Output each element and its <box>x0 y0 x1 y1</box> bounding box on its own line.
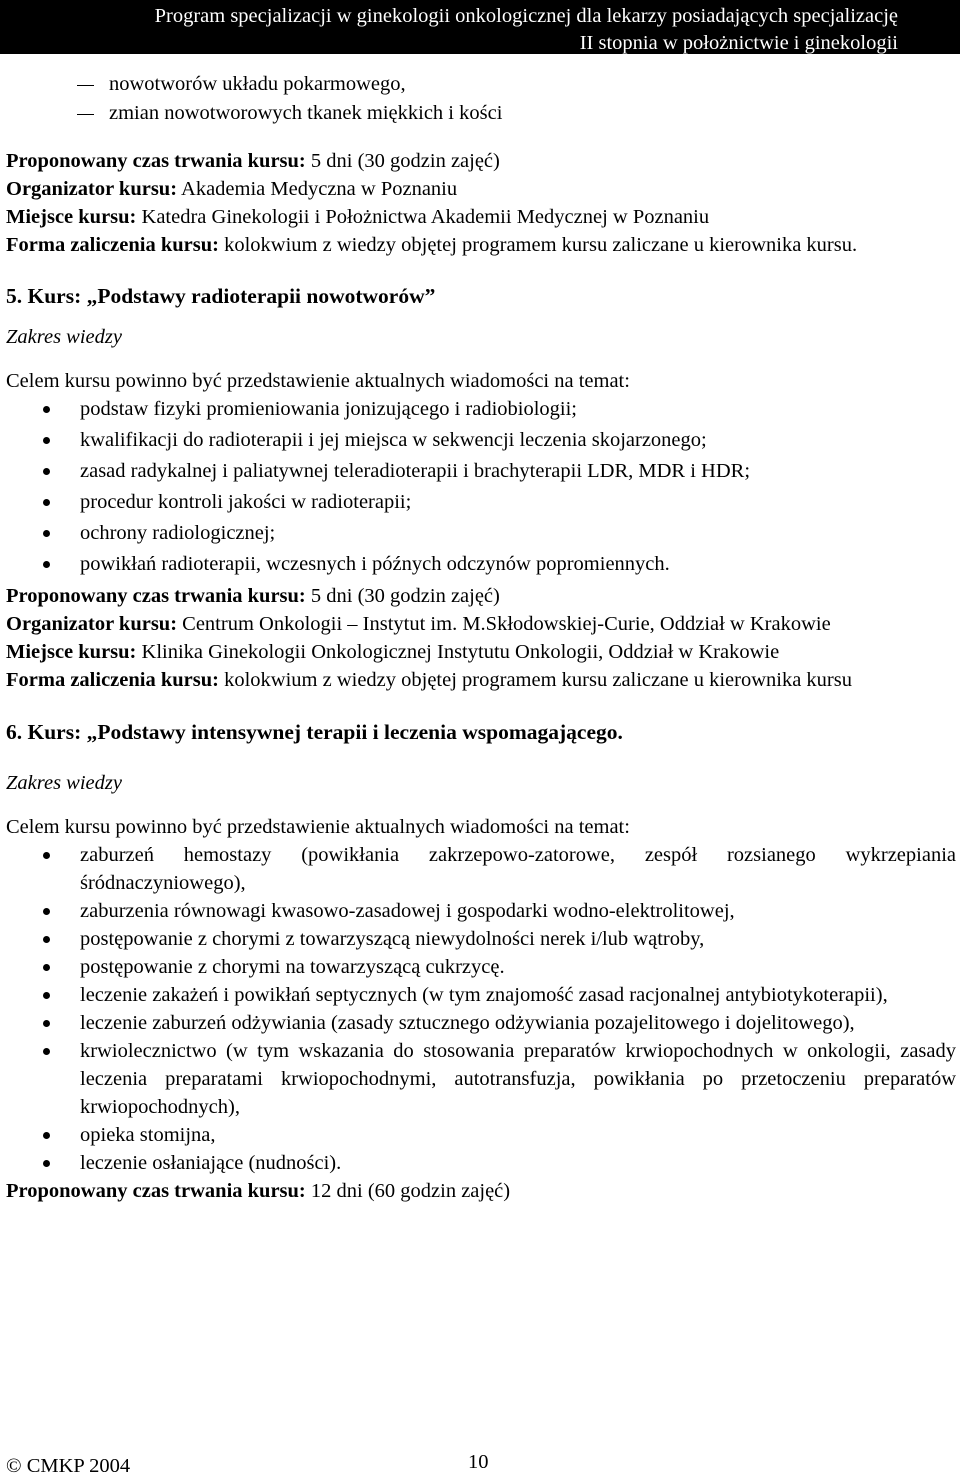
organizer-label: Organizator kursu: <box>6 178 178 200</box>
duration-value: 5 dni (30 godzin zajęć) <box>305 150 500 172</box>
bullet-item: leczenie osłaniające (nudności). <box>6 1149 956 1177</box>
page-header <box>0 0 960 54</box>
duration-value: 12 dni (60 godzin zajęć) <box>305 1180 511 1202</box>
bullet-item: leczenie zaburzeń odżywiania (zasady sztucznego odżywiania pozajelitowego i dojelitowego), <box>6 1009 956 1037</box>
bullet-item: ochrony radiologicznej; <box>6 519 956 547</box>
bullet-item: postępowanie z chorymi na towarzyszącą cukrzycę. <box>6 953 956 981</box>
bullet-item: podstaw fizyki promieniowania jonizującego i radiobiologii; <box>6 395 956 423</box>
duration-line <box>6 1177 956 1205</box>
course-6-info <box>6 1177 956 1205</box>
organizer-line <box>6 610 956 638</box>
course-6-bullet-list <box>6 841 956 1177</box>
organizer-line <box>6 175 956 203</box>
page-content <box>6 70 956 1205</box>
duration-label: Proponowany czas trwania kursu: <box>6 150 306 172</box>
duration-line <box>6 147 956 175</box>
organizer-value: Centrum Onkologii – Instytut im. M.Skłodowskiej-Curie, Oddział w Krakowie <box>177 613 831 635</box>
course-5-lead: Celem kursu powinno być przedstawienie aktualnych wiadomości na temat: <box>6 370 630 392</box>
dash-list-item: nowotworów układu pokarmowego, <box>6 70 956 99</box>
bullet-item: leczenie zakażeń i powikłań septycznych (w tym znajomość zasad racjonalnej antybiotykoterapii), <box>6 981 956 1009</box>
form-value: kolokwium z wiedzy objętej programem kursu zaliczane u kierownika kursu <box>218 669 852 691</box>
bullet-item: zasad radykalnej i paliatywnej teleradioterapii i brachyterapii LDR, MDR i HDR; <box>6 457 956 485</box>
form-label: Forma zaliczenia kursu: <box>6 234 219 256</box>
duration-value: 5 dni (30 godzin zajęć) <box>305 585 500 607</box>
place-line <box>6 638 956 666</box>
form-label: Forma zaliczenia kursu: <box>6 669 219 691</box>
bullet-item: zaburzenia równowagi kwasowo-zasadowej i gospodarki wodno-elektrolitowej, <box>6 897 956 925</box>
organizer-label: Organizator kursu: <box>6 613 178 635</box>
bullet-item: postępowanie z chorymi z towarzyszącą niewydolności nerek i/lub wątroby, <box>6 925 956 953</box>
bullet-item: powikłań radioterapii, wczesnych i późnych odczynów popromiennych. <box>6 550 956 578</box>
course-5-info <box>6 582 956 694</box>
course-6-lead: Celem kursu powinno być przedstawienie aktualnych wiadomości na temat: <box>6 816 630 838</box>
form-line <box>6 231 956 259</box>
place-value: Klinika Ginekologii Onkologicznej Instytutu Onkologii, Oddział w Krakowie <box>136 641 780 663</box>
place-line <box>6 203 956 231</box>
copyright-text: © CMKP 2004 <box>6 1455 131 1477</box>
bullet-item: kwalifikacji do radioterapii i jej miejsca w sekwencji leczenia skojarzonego; <box>6 426 956 454</box>
form-value: kolokwium z wiedzy objętej programem kursu zaliczane u kierownika kursu. <box>218 234 858 256</box>
course-5-title: 5. Kurs: „Podstawy radioterapii nowotworów” <box>6 284 436 308</box>
header-line-1: Program specjalizacji w ginekologii onkologicznej dla lekarzy posiadających specjalizację <box>154 5 898 27</box>
duration-line <box>6 582 956 610</box>
place-label: Miejsce kursu: <box>6 206 137 228</box>
bullet-item: opieka stomijna, <box>6 1121 956 1149</box>
organizer-value: Akademia Medyczna w Poznaniu <box>177 178 458 200</box>
bullet-item: procedur kontroli jakości w radioterapii; <box>6 488 956 516</box>
course-5-bullet-list <box>6 395 956 578</box>
place-label: Miejsce kursu: <box>6 641 137 663</box>
course-4-info <box>6 147 956 259</box>
course-5-scope-heading: Zakres wiedzy <box>6 326 122 348</box>
page-number: 10 <box>468 1451 489 1473</box>
place-value: Katedra Ginekologii i Położnictwa Akademii Medycznej w Poznaniu <box>136 206 710 228</box>
course-6-scope-heading: Zakres wiedzy <box>6 772 122 794</box>
duration-label: Proponowany czas trwania kursu: <box>6 585 306 607</box>
duration-label: Proponowany czas trwania kursu: <box>6 1180 306 1202</box>
dash-list-item: zmian nowotworowych tkanek miękkich i kości <box>6 99 956 128</box>
header-line-2: II stopnia w położnictwie i ginekologii <box>579 32 898 54</box>
course-6-title: 6. Kurs: „Podstawy intensywnej terapii i leczenia wspomagającego. <box>6 720 623 744</box>
form-line <box>6 666 956 694</box>
intro-dash-list <box>6 70 956 128</box>
bullet-item: krwiolecznictwo (w tym wskazania do stosowania preparatów krwiopochodnych w onkologii, zasady leczenia preparatami krwiopochodnymi, autotransfuzja, powikłania po przetoczeniu preparatów krwiopochodnych), <box>6 1037 956 1121</box>
bullet-item: zaburzeń hemostazy (powikłania zakrzepowo-zatorowe, zespół rozsianego wykrzepiania śródnaczyniowego), <box>6 841 956 897</box>
